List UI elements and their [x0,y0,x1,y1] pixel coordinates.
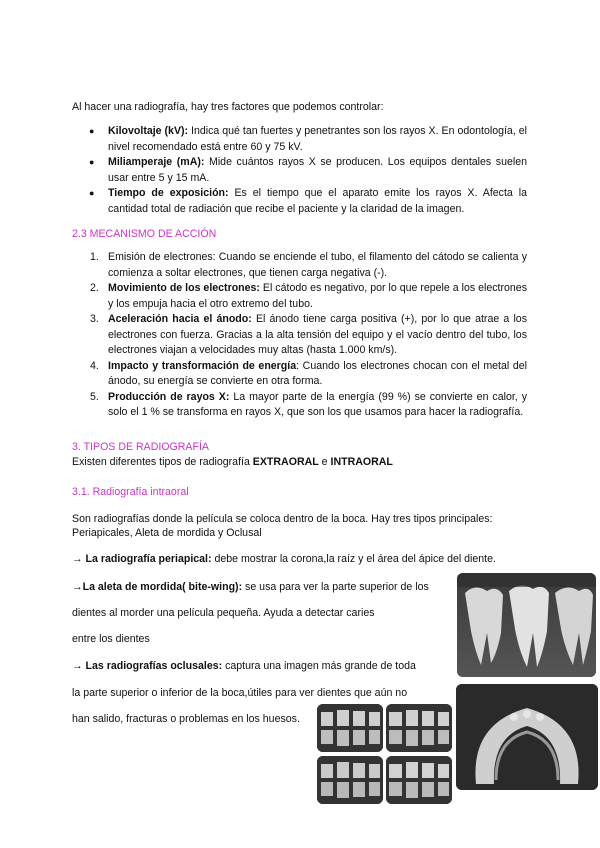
section-heading-2-3: 2.3 MECANISMO DE ACCIÓN [72,228,217,240]
bitewing-xray-image [317,704,383,752]
periapical-xray-image [457,573,596,677]
mechanism-step: 3. Aceleración hacia el ánodo: El ánodo tiene carga positiva (+), por lo que atrae a los electrones con fuerza. Gracias a la alta tensión del equipo y el vacío dentro del tubo, los electrones viajan a velocidades muy altas (hasta 1.000 km/s). [90,313,527,356]
occlusal-line-1: → Las radiografías oclusales: captura una imagen más grande de toda [72,660,416,672]
mechanism-step: 1. Emisión de electrones: Cuando se enciende el tubo, el filamento del cátodo se calienta y comienza a soltar electrones, que tienen carga negativa (-). [90,251,527,279]
bitewing-line-1: →La aleta de mordida( bite-wing): se usa para ver la parte superior de los [72,581,429,593]
periapical-line: → La radiografía periapical: debe mostrar la corona,la raíz y el área del ápice del diente. [72,553,496,565]
mechanism-step: 4. Impacto y transformación de energía: Cuando los electrones chocan con el metal del ánodo, su energía se convierte en otra forma. [90,359,527,387]
occlusal-line-2: la parte superior o inferior de la boca,útiles para ver dientes que aún no [72,687,408,699]
intraoral-desc-2: Periapicales, Aleta de mordida y Oclusal [72,527,262,539]
factors-list [72,124,527,217]
bitewing-xray-image [386,756,452,804]
factor-ma: ● Miliamperaje (mA): Mide cuántos rayos X se producen. Los equipos dentales suelen usar entre 5 y 15 mA. [72,155,527,186]
occlusal-line-3: han salido, fracturas o problemas en los huesos. [72,713,300,725]
factor-kv: ● Kilovoltaje (kV): Indica qué tan fuertes y penetrantes son los rayos X. En odontología, el nivel recomendado está entre 60 y 75 kV. [72,124,527,155]
bitewing-xray-image [317,756,383,804]
types-line: Existen diferentes tipos de radiografía EXTRAORAL e INTRAORAL [72,456,393,468]
bitewing-line-2: dientes al morder una película pequeña. Ayuda a detectar caries [72,607,375,619]
intro-text: Al hacer una radiografía, hay tres factores que podemos controlar: [72,101,384,113]
occlusal-xray-image [456,684,598,790]
bitewing-xray-image [386,704,452,752]
mechanism-list [72,250,527,421]
mechanism-step: 2. Movimiento de los electrones: El cátodo es negativo, por lo que repele a los electrones y los empuja hacia el otro extremo del tubo. [90,282,527,310]
section-heading-3-1: 3.1. Radiografía intraoral [72,486,189,498]
section-heading-3: 3. TIPOS DE RADIOGRAFÍA [72,441,209,453]
bitewing-line-3: entre los dientes [72,633,150,645]
mechanism-step: 5. Producción de rayos X: La mayor parte de la energía (99 %) se convierte en calor, y solo el 1 % se transforma en rayos X, que son los que usamos para hacer la radiografía. [90,390,527,418]
intraoral-desc-1: Son radiografías donde la película se coloca dentro de la boca. Hay tres tipos principales: [72,513,493,525]
factor-time: ● Tiempo de exposición: Es el tiempo que el aparato emite los rayos X. Afecta la cantidad total de radiación que recibe el paciente y la claridad de la imagen. [72,186,527,217]
